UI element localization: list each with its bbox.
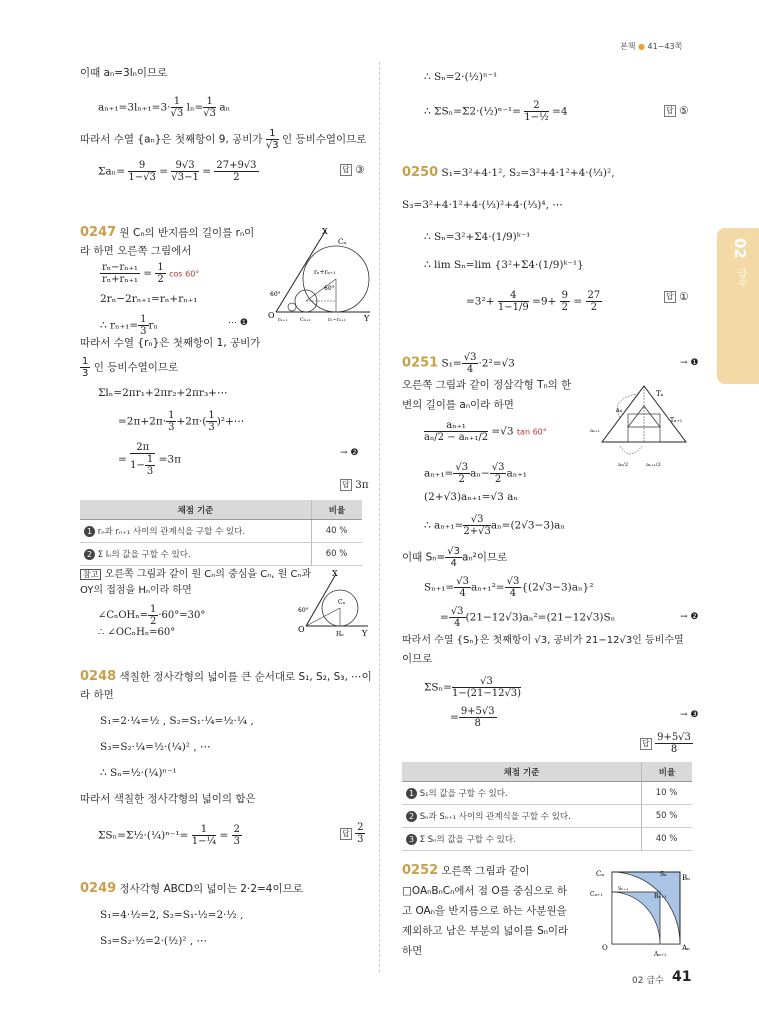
problem-number[interactable]: 0251 <box>402 355 439 371</box>
answer-mark: 답 3π <box>342 479 369 491</box>
problem-number[interactable]: 0248 <box>80 669 117 684</box>
label-angle-2: 60° <box>324 285 335 292</box>
equation-line: = 2π 1− $\frac{1}{3}$ =3π <box>118 442 182 477</box>
figure-circle-tangent <box>296 566 370 638</box>
equation-line: ΣSₙ=Σ½·(¼)ⁿ⁻¹= $\frac{1}{\text{1−¼}}$ = $\frac{2}{3}$ <box>98 824 241 847</box>
equation-line: $\frac{\text{aₙ₊₁}}{\text{aₙ/2 − aₙ₊₁/2}}$ =√3 tan 60° <box>424 420 547 443</box>
label-cn: Cₙ <box>596 870 605 878</box>
label-bn: Bₙ <box>682 874 691 882</box>
answer-mark: 답 $\frac{9+5√3}{8}$ <box>642 732 691 755</box>
label-an2: aₙ/2 <box>618 462 629 468</box>
table-row: 2 Sₙ과 Sₙ₊₁ 사이의 관계식을 구할 수 있다. 50 % <box>402 805 692 828</box>
text-line: 오른쪽 그림과 같이 정삼각형 Tₙ의 한 <box>402 379 572 391</box>
equation-line: = $\frac{√3}{4}$ (21−12√3)aₙ²=(21−12√3)Sₙ <box>440 606 616 629</box>
equation-line: (2+√3)aₙ₊₁=√3 aₙ <box>424 491 518 503</box>
table-row: 2 Σ lₙ의 값을 구할 수 있다. 60 % <box>80 543 362 566</box>
label-hn: Hₙ <box>336 631 344 638</box>
equation-line: S₃=S₂·½=2·(½)² , ⋯ <box>100 935 208 947</box>
problem-number[interactable]: 0252 <box>402 863 439 878</box>
answer-mark: 답 ① <box>666 291 689 303</box>
problem-0251-header: 0251 S₁= $\frac{√3}{4}$ ·2²=√3 <box>402 352 515 375</box>
equation-line: =2π+2π· $\frac{1}{3}$ +2π·( $\frac{1}{3}$ )²+⋯ <box>118 410 245 433</box>
label-o: O <box>298 625 305 634</box>
answer-mark: 답 ③ <box>342 164 365 176</box>
label-sn1: Sₙ₊₁ <box>618 886 629 892</box>
equation-line: aₙ₊₁=3lₙ₊₁=3· $\frac{1}{√3}$ lₙ= $\frac{1}{√3}$ aₙ <box>98 96 231 119</box>
equation-line: S₁=4·½=2, S₂=S₁·½=2·½ , <box>100 909 244 921</box>
equation-line: ∴ ΣSₙ=Σ2·(½)ⁿ⁻¹= $\frac{2}{\text{1−½}}$ =4 <box>424 100 568 123</box>
equation-line: ∠CₙOHₙ= $\frac{1}{2}$ ·60°=30° <box>98 604 206 627</box>
note-tag: 참고 <box>80 569 101 580</box>
equation-line: ∴ lim Sₙ=lim {3²+Σ4·(1/9)ᵏ⁻¹} <box>424 259 584 271</box>
label-an: aₙ <box>616 407 623 414</box>
step-marker: → ❸ <box>680 710 699 720</box>
text-line: 따라서 수열 {rₙ}은 첫째항이 1, 공비가 <box>80 337 261 349</box>
note-line: 참고 오른쪽 그림과 같이 원 Cₙ의 중심을 Cₙ, 원 Cₙ과 <box>80 568 311 582</box>
chapter-tab[interactable] <box>717 228 759 384</box>
equation-line: S₃=3²+4·1²+4·(⅓)²+4·(⅓)⁴, ⋯ <box>402 199 563 211</box>
problem-0252-header: 0252 오른쪽 그림과 같이 <box>402 863 530 878</box>
label-rn1: rₙ₊₁ <box>278 317 288 322</box>
label-tn: Tₙ <box>656 390 664 398</box>
label-o: O <box>602 944 608 952</box>
table-row: 1 S₁의 값을 구할 수 있다. 10 % <box>402 782 692 805</box>
equation-line: aₙ₊₁= $\frac{√3}{2}$ aₙ− $\frac{√3}{2}$ aₙ₊₁ <box>424 462 527 485</box>
page-ref: 본책 ● 41~43쪽 <box>620 42 683 51</box>
problem-0247-header: 0247 원 Cₙ의 반지름의 길이를 rₙ이 <box>80 225 255 240</box>
label-an: Aₙ <box>682 944 691 952</box>
chapter-name: 급수 <box>735 268 746 288</box>
problem-number[interactable]: 0249 <box>80 881 117 896</box>
label-angle: 60° <box>298 607 309 614</box>
answer-mark: 답 $\frac{2}{3}$ <box>342 822 364 845</box>
equation-line: ∴ aₙ₊₁= $\frac{√3}{2+√3}$ aₙ=(2√3−3)aₙ <box>424 514 565 537</box>
label-cn: Cₙ <box>338 599 346 606</box>
label-bn1: Bₙ₊₁ <box>654 893 667 900</box>
equation-line: S₃=S₂·¼=½·(¼)² , ⋯ <box>100 741 211 753</box>
problem-0250-header: 0250 S₁=3²+4·1², S₂=3²+4·1²+4·(⅓)², <box>402 165 615 180</box>
label-cn1: Cₙ₊₁ <box>590 891 603 898</box>
footer-chapter: 02 급수 <box>632 976 664 986</box>
equation-line: 2rₙ−2rₙ₊₁=rₙ+rₙ₊₁ <box>100 293 198 305</box>
figure-square-quarter-circle <box>590 866 694 960</box>
equation-line: $\frac{\text{rₙ−rₙ₊₁}}{\text{rₙ+rₙ₊₁}}$ = $\frac{1}{2}$ cos 60° <box>102 262 200 285</box>
label-x: X <box>332 569 338 578</box>
column-divider <box>379 62 380 972</box>
label-tn1: Tₙ₊₁ <box>670 417 683 424</box>
problem-0248-header: 0248 색칠한 정사각형의 넓이를 큰 순서대로 S₁, S₂, S₃, ⋯이 <box>80 669 372 684</box>
problem-0249-header: 0249 정사각형 ABCD의 넓이는 2·2=4이므로 <box>80 881 303 896</box>
text-line: 하면 <box>402 945 423 957</box>
label-an1: Aₙ₊₁ <box>654 951 667 958</box>
equation-line: = $\frac{9+5√3}{8}$ <box>450 706 495 729</box>
label-cn: Cₙ <box>338 238 347 246</box>
problem-number[interactable]: 0247 <box>80 225 117 240</box>
equation-line: ∴ Sₙ=½·(¼)ⁿ⁻¹ <box>100 767 177 779</box>
label-cn1: Cₙ₊₁ <box>300 317 311 322</box>
text-line: 이때 aₙ=3lₙ이므로 <box>80 67 168 79</box>
figure-triangles <box>590 380 702 476</box>
text-line: 제외하고 남은 부분의 넓이를 Sₙ이라 <box>402 925 569 937</box>
text-line: 라 하면 오른쪽 그림에서 <box>80 245 192 257</box>
equation-line: ∴ rₙ₊₁= $\frac{1}{3}$ rₙ <box>100 314 159 337</box>
text-line: 따라서 색칠한 정사각형의 넓이의 합은 <box>80 793 256 805</box>
step-marker: → ❷ <box>340 448 359 458</box>
page-number: 41 <box>672 969 692 985</box>
text-line: 이므로 <box>402 653 433 665</box>
equation-line: =3²+ $\frac{4}{1-1/9}$ =9+ $\frac{9}{2}$ = $\frac{27}{2}$ <box>466 290 601 313</box>
equation-line: S₁=2·¼=½ , S₂=S₁·¼=½·¼ , <box>100 715 254 727</box>
label-sn: Sₙ <box>660 871 667 878</box>
chapter-number: 02 <box>731 238 749 259</box>
problem-number[interactable]: 0250 <box>402 165 439 180</box>
step-marker: ⋯ ❶ <box>228 318 248 328</box>
text-line: 고 OAₙ을 반지름으로 하는 사분원을 <box>402 905 567 917</box>
label-y: Y <box>362 629 368 638</box>
scoring-table-0251: 채점 기준 비율 1 S₁의 값을 구할 수 있다. 10 % 2 Sₙ과 Sₙ₊₁ 사이의 관계식을 구할 수 있다. 50 % 3 Σ Sₙ의 값을 구할 수 있다. 40 % <box>402 762 692 851</box>
equation-line: 이때 Sₙ= $\frac{√3}{4}$ aₙ²이므로 <box>402 546 508 569</box>
text-line: 따라서 수열 {Sₙ}은 첫째항이 √3, 공비가 21−12√3인 등비수열 <box>402 635 684 646</box>
equation-line: Σlₙ=2πr₁+2πr₂+2πr₃+⋯ <box>98 387 228 399</box>
label-angle: 60° <box>270 291 281 298</box>
figure-circles-in-angle <box>268 226 372 322</box>
label-rsum: rₙ+rₙ₊₁ <box>314 269 336 276</box>
scoring-table-0247: 채점 기준 비율 1 rₙ과 rₙ₊₁ 사이의 관계식을 구할 수 있다. 40 % 2 Σ lₙ의 값을 구할 수 있다. 60 % <box>80 500 362 566</box>
equation-line: Sₙ₊₁= $\frac{√3}{4}$ aₙ₊₁²= $\frac{√3}{4}$ {(2√3−3)aₙ}² <box>424 576 594 599</box>
text-line: 변의 길이를 aₙ이라 하면 <box>402 399 514 411</box>
label-y: Y <box>364 314 370 322</box>
table-row: 3 Σ Sₙ의 값을 구할 수 있다. 40 % <box>402 828 692 851</box>
note-line: OY의 접점을 Hₙ이라 하면 <box>80 585 192 596</box>
equation-line: ∴ Sₙ=2·(½)ⁿ⁻¹ <box>424 71 498 83</box>
equation-line: ∴ Sₙ=3²+Σ4·(1/9)ᵏ⁻¹ <box>424 231 531 243</box>
text-line: 라 하면 <box>80 689 114 701</box>
label-x: X <box>322 227 328 236</box>
equation-line: ∴ ∠OCₙHₙ=60° <box>98 627 176 638</box>
equation-line: Σaₙ= $\frac{9}{1-√3}$ = $\frac{9√3}{√3-1}$ = $\frac{27+9√3}{2}$ <box>98 160 257 183</box>
answer-mark: 답 ⑤ <box>666 105 689 117</box>
text-line: □OAₙBₙCₙ에서 점 O를 중심으로 하 <box>402 885 568 897</box>
label-an1: aₙ₊₁ <box>590 428 600 434</box>
label-an12: aₙ₊₁/2 <box>646 462 661 468</box>
label-rdiff: rₙ−rₙ₊₁ <box>328 317 346 322</box>
text-line: 따라서 수열 {aₙ}은 첫째항이 9, 공비가 $\frac{1}{√3}$ 인 등비수열이므로 <box>80 128 367 151</box>
step-marker: → ❶ <box>680 358 699 368</box>
label-o: O <box>268 311 275 320</box>
equation-line: ΣSₙ= $\frac{√3}{1-(21-12√3)}$ <box>424 676 522 699</box>
table-row: 1 rₙ과 rₙ₊₁ 사이의 관계식을 구할 수 있다. 40 % <box>80 520 362 543</box>
text-line: $\frac{1}{3}$ 인 등비수열이므로 <box>82 356 179 379</box>
step-marker: → ❷ <box>680 612 699 622</box>
